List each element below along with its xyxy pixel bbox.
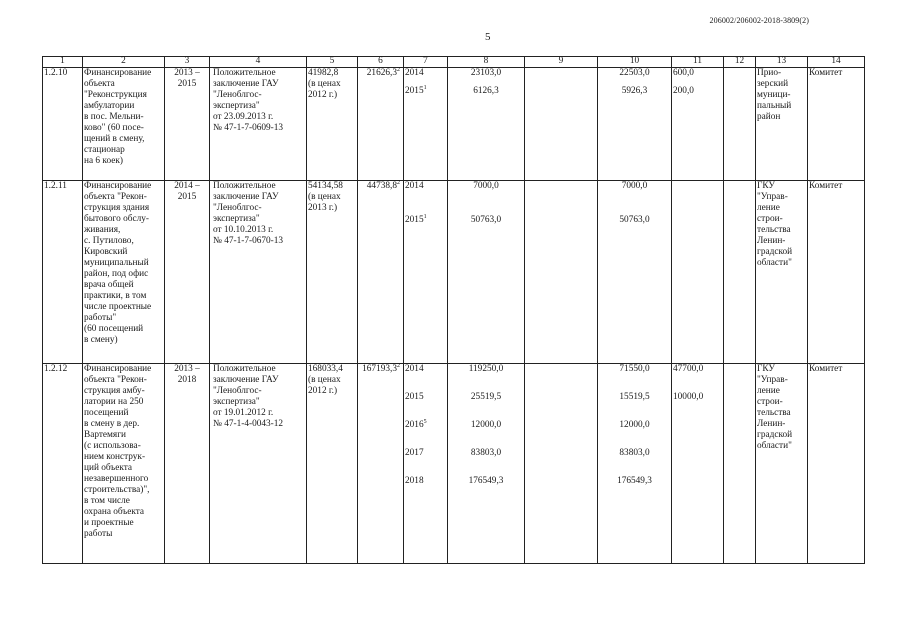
total-amount-cell-column (448, 364, 525, 564)
regional-budget-cell: 12000,0 (619, 420, 650, 430)
remaining-cost (358, 68, 404, 181)
year-value: 2018 (405, 476, 424, 486)
other-sources-cell (725, 420, 754, 448)
table-row (43, 181, 865, 364)
expert-conclusion (210, 68, 307, 181)
federal-budget-cell (526, 392, 596, 420)
year-cell (405, 86, 446, 97)
text-line: работы (84, 529, 113, 539)
regional-budget-cell-column (598, 364, 672, 564)
other-sources-cell (725, 215, 754, 226)
estimated-cost (307, 181, 358, 364)
year-cell (405, 181, 446, 215)
text-line: объекта "Рекон- (84, 192, 147, 202)
text-line: градской (757, 247, 793, 257)
implementation-period (165, 181, 210, 364)
text-line: струкция здания (84, 203, 150, 213)
federal-budget-cell (526, 86, 596, 97)
text-line: (с использова- (84, 441, 141, 451)
year-cell-column (404, 364, 448, 564)
total-amount-cell: 12000,0 (470, 420, 502, 430)
page-number: 5 (485, 31, 491, 43)
local-budget-cell (673, 420, 722, 448)
text-line: заключение ГАУ (213, 192, 279, 202)
column-number-9: 9 (525, 57, 598, 68)
text-line: 2015 (177, 192, 197, 202)
column-number-11: 11 (672, 57, 724, 68)
text-line: области" (757, 258, 792, 268)
total-amount-cell: 7000,0 (473, 181, 499, 191)
text-line: 54134,58 (308, 181, 343, 191)
remaining-cost (358, 181, 404, 364)
year-value: 2016 (405, 420, 424, 430)
text-line: в том числе (84, 496, 130, 506)
year-cell (405, 476, 446, 504)
remaining-cost-value: 21626,3 (366, 68, 397, 78)
local-budget-cell-column (672, 364, 724, 564)
regional-budget-cell: 15519,5 (619, 392, 650, 402)
text-line: числе проектные (84, 302, 152, 312)
text-line: "Леноблгос- (213, 386, 262, 396)
text-line: в смену) (84, 335, 118, 345)
column-number-3: 3 (165, 57, 210, 68)
local-budget-cell (673, 448, 722, 476)
text-line: живания, (84, 225, 121, 235)
column-number-10: 10 (598, 57, 672, 68)
text-line: 2018 (177, 375, 197, 385)
federal-budget-cell (526, 181, 596, 215)
text-line: Прио- (757, 68, 782, 78)
text-line: "Управ- (757, 192, 788, 202)
total-amount-cell: 6126,3 (473, 86, 499, 96)
total-amount-cell: 176549,3 (468, 476, 504, 486)
total-amount-cell: 50763,0 (470, 215, 502, 225)
total-amount-cell-column (448, 68, 525, 181)
header-row (43, 57, 865, 68)
financing-table (42, 56, 865, 564)
text-line: Финансирование (84, 181, 152, 191)
text-line: Кировский (84, 247, 128, 257)
column-number-8: 8 (448, 57, 525, 68)
text-line: латории на 250 (84, 397, 144, 407)
text-line: строи- (757, 397, 783, 407)
local-budget-cell: 10000,0 (673, 392, 704, 402)
text-line: "Леноблгос- (213, 90, 262, 100)
text-line: Финансирование (84, 68, 152, 78)
text-line: стационар (84, 145, 125, 155)
other-sources-cell (725, 392, 754, 420)
text-line: 2013 – (174, 364, 200, 374)
other-sources-cell (725, 181, 754, 215)
text-line: от 23.09.2013 г. (213, 112, 274, 122)
text-line: объекта (84, 79, 115, 89)
column-number-2: 2 (83, 57, 165, 68)
text-line: области" (757, 441, 792, 451)
text-line: строи- (757, 214, 783, 224)
text-line: врача общей (84, 280, 134, 290)
table-row (43, 68, 865, 181)
text-line: Положительное (213, 364, 276, 374)
document-id: 206002/206002-2018-3809(2) (709, 16, 809, 25)
text-line: № 47-1-7-0670-13 (213, 236, 284, 246)
regional-budget-cell: 22503,0 (619, 68, 650, 78)
text-line: тельства (757, 225, 791, 235)
table-row (43, 364, 865, 564)
text-line: амбулатории (84, 101, 135, 111)
total-amount-cell: 83803,0 (470, 448, 502, 458)
footnote-mark: 2 (397, 179, 400, 186)
total-amount-cell: 25519,5 (470, 392, 502, 402)
text-line: посещений (84, 408, 129, 418)
text-line: заключение ГАУ (213, 375, 279, 385)
text-line: ГКУ (757, 364, 775, 374)
year-cell (405, 392, 446, 420)
text-line: в пос. Мельни- (84, 112, 144, 122)
implementation-period (165, 364, 210, 564)
text-line: охрана объекта (84, 507, 145, 517)
federal-budget-cell (526, 448, 596, 476)
text-line: "Реконструкция (84, 90, 147, 100)
column-number-7: 7 (404, 57, 448, 68)
regional-budget-cell: 7000,0 (621, 181, 648, 191)
responsible-body: Комитет (808, 68, 865, 181)
remaining-cost (358, 364, 404, 564)
text-line: струкция амбу- (84, 386, 145, 396)
year-value: 2015 (405, 392, 424, 402)
column-number-13: 13 (756, 57, 808, 68)
remaining-cost-value: 44738,8 (366, 181, 397, 191)
other-sources-cell-column (724, 68, 756, 181)
text-line: заключение ГАУ (213, 79, 279, 89)
text-line: ково" (60 посе- (84, 123, 144, 133)
other-sources-cell (725, 364, 754, 392)
item-code: 1.2.11 (43, 181, 83, 364)
text-line: район, под офис (84, 269, 149, 279)
item-description (83, 364, 165, 564)
federal-budget-cell-column (525, 364, 598, 564)
customer (756, 364, 808, 564)
text-line: 2013 г.) (308, 203, 338, 213)
footnote-mark: 1 (423, 84, 427, 91)
regional-budget-cell: 50763,0 (619, 215, 650, 225)
text-line: 2014 – (174, 181, 200, 191)
local-budget-cell (673, 181, 722, 215)
text-line: Ленин- (757, 419, 786, 429)
text-line: от 10.10.2013 г. (213, 225, 274, 235)
text-line: от 19.01.2012 г. (213, 408, 274, 418)
column-number-4: 4 (210, 57, 307, 68)
text-line: ций объекта (84, 463, 133, 473)
text-line: (в ценах (308, 192, 341, 202)
text-line: и проектные (84, 518, 134, 528)
text-line: Финансирование (84, 364, 152, 374)
year-cell (405, 448, 446, 476)
year-cell (405, 364, 446, 392)
text-line: пальный (757, 101, 792, 111)
remaining-cost-value: 167193,3 (362, 364, 397, 374)
year-cell-column (404, 181, 448, 364)
regional-budget-cell-column (598, 181, 672, 364)
item-code: 1.2.12 (43, 364, 83, 564)
text-line: экспертиза" (213, 214, 260, 224)
text-line: Ленин- (757, 236, 786, 246)
total-amount-cell: 23103,0 (470, 68, 502, 78)
text-line: экспертиза" (213, 101, 260, 111)
estimated-cost (307, 364, 358, 564)
text-line: (в ценах (308, 79, 341, 89)
year-value: 2014 (405, 364, 424, 374)
text-line: в смену в дер. (84, 419, 140, 429)
text-line: 41982,8 (308, 68, 339, 78)
text-line: зерский (757, 79, 789, 89)
other-sources-cell (725, 68, 754, 86)
responsible-body: Комитет (808, 364, 865, 564)
text-line: Положительное (213, 68, 276, 78)
year-cell (405, 68, 446, 86)
text-line: 2013 – (174, 68, 200, 78)
year-cell (405, 215, 446, 226)
column-number-1: 1 (43, 57, 83, 68)
text-line: на 6 коек) (84, 156, 123, 166)
item-description (83, 181, 165, 364)
federal-budget-cell (526, 68, 596, 86)
text-line: нием конструк- (84, 452, 146, 462)
text-line: объекта "Рекон- (84, 375, 147, 385)
text-line: "Леноблгос- (213, 203, 262, 213)
local-budget-cell: 600,0 (673, 68, 694, 78)
federal-budget-cell (526, 420, 596, 448)
text-line: "Управ- (757, 375, 788, 385)
regional-budget-cell: 5926,3 (621, 86, 648, 96)
text-line: Вартемяги (84, 430, 126, 440)
text-line: ление (757, 386, 780, 396)
text-line: ГКУ (757, 181, 775, 191)
other-sources-cell-column (724, 364, 756, 564)
local-budget-cell-column (672, 181, 724, 364)
text-line: Положительное (213, 181, 276, 191)
text-line: район (757, 112, 781, 122)
text-line: экспертиза" (213, 397, 260, 407)
text-line: 2012 г.) (308, 386, 338, 396)
text-line: № 47-1-4-0043-12 (213, 419, 284, 429)
expert-conclusion (210, 364, 307, 564)
local-budget-cell (673, 476, 722, 504)
year-value: 2017 (405, 448, 424, 458)
footnote-mark: 1 (423, 213, 427, 220)
text-line: (60 посещений (84, 324, 144, 334)
year-value: 2015 (405, 215, 424, 225)
text-line: муници- (757, 90, 791, 100)
text-line: муниципальный (84, 258, 149, 268)
federal-budget-cell (526, 476, 596, 504)
year-cell-column (404, 68, 448, 181)
year-value: 2014 (405, 68, 424, 78)
column-number-14: 14 (808, 57, 865, 68)
federal-budget-cell (526, 215, 596, 226)
footnote-mark: 2 (397, 66, 400, 73)
regional-budget-cell: 83803,0 (619, 448, 650, 458)
year-value: 2015 (405, 86, 424, 96)
local-budget-cell-column (672, 68, 724, 181)
text-line: 2012 г.) (308, 90, 338, 100)
implementation-period (165, 68, 210, 181)
customer (756, 181, 808, 364)
column-number-12: 12 (724, 57, 756, 68)
year-cell (405, 420, 446, 448)
column-number-6: 6 (358, 57, 404, 68)
text-line: 2015 (177, 79, 197, 89)
text-line: щений в смену, (84, 134, 145, 144)
other-sources-cell-column (724, 181, 756, 364)
text-line: 168033,4 (308, 364, 343, 374)
year-value: 2014 (405, 181, 424, 191)
federal-budget-cell (526, 364, 596, 392)
federal-budget-cell-column (525, 181, 598, 364)
text-line: практики, в том (84, 291, 147, 301)
text-line: с. Путилово, (84, 236, 134, 246)
footnote-mark: 5 (423, 418, 427, 425)
local-budget-cell: 47700,0 (673, 364, 704, 374)
text-line: градской (757, 430, 793, 440)
text-line: бытового обслу- (84, 214, 149, 224)
text-line: (в ценах (308, 375, 341, 385)
estimated-cost (307, 68, 358, 181)
text-line: № 47-1-7-0609-13 (213, 123, 284, 133)
text-line: незавершенного (84, 474, 149, 484)
other-sources-cell (725, 476, 754, 504)
expert-conclusion (210, 181, 307, 364)
customer (756, 68, 808, 181)
regional-budget-cell: 71550,0 (619, 364, 650, 374)
total-amount-cell-column (448, 181, 525, 364)
total-amount-cell: 119250,0 (468, 364, 504, 374)
item-code: 1.2.10 (43, 68, 83, 181)
text-line: ление (757, 203, 780, 213)
footnote-mark: 2 (397, 362, 400, 369)
regional-budget-cell-column (598, 68, 672, 181)
regional-budget-cell: 176549,3 (617, 476, 652, 486)
text-line: тельства (757, 408, 791, 418)
text-line: работы" (84, 313, 117, 323)
other-sources-cell (725, 448, 754, 476)
responsible-body: Комитет (808, 181, 865, 364)
column-number-5: 5 (307, 57, 358, 68)
text-line: строительства)", (84, 485, 150, 495)
local-budget-cell: 200,0 (673, 86, 694, 96)
item-description (83, 68, 165, 181)
other-sources-cell (725, 86, 754, 97)
federal-budget-cell-column (525, 68, 598, 181)
